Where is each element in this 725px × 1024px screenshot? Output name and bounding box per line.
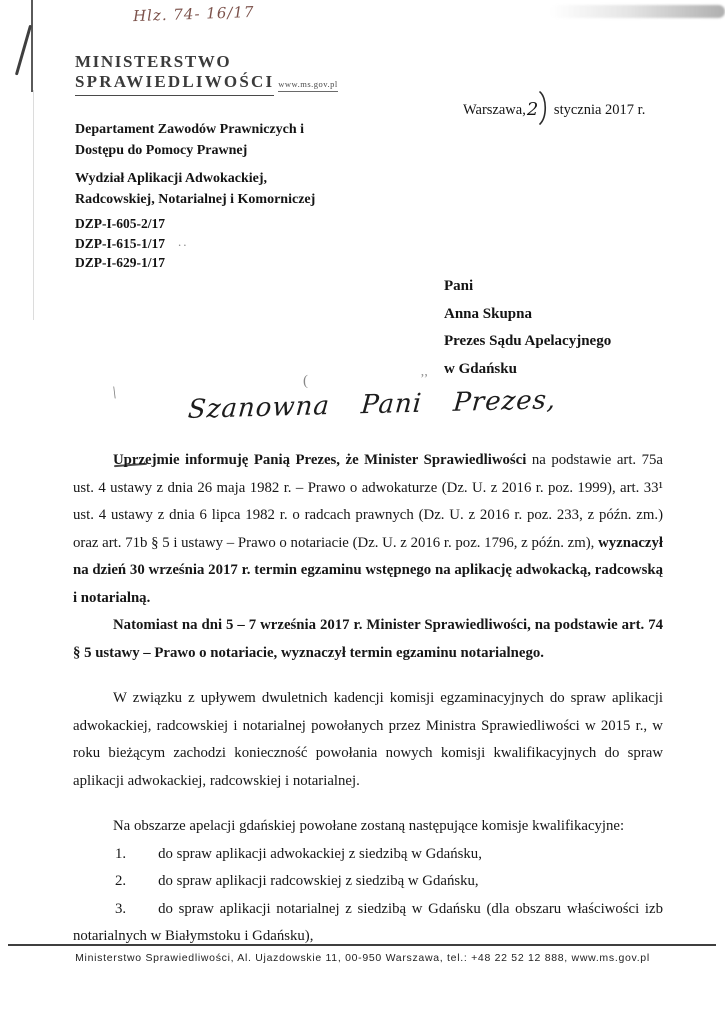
body-segment: na podstawie art. 75a ust. 4 ustawy z dnia 26 maja 1982 r. – Prawo o adwokaturze (Dz. U. z 2016 r. poz. 1999), art. 33¹ ust. 4 ustawy z dnia 6 lipca 1982 r. o radcach prawnych (Dz. U. z 2016 r. poz. 233, z późn. zm.) oraz art. 71b § 5 i ustawy – Prawo o notariacie (Dz. U. z 2016 r. poz. 1796, z późn. zm), [73,452,663,551]
footer-rule [8,944,716,946]
reference-number: DZP-I-615-1/17 [75,235,165,251]
ministry-website: www.ms.gov.pl [278,79,337,92]
footer-contact-line: Ministerstwo Sprawiedliwości, Al. Ujazdowskie 11, 00-950 Warszawa, tel.: +48 22 52 12 888, www.ms.gov.pl [75,952,650,964]
letter-dateline [463,91,645,125]
list-item-text: do spraw aplikacji radcowskiej z siedzibą w Gdańsku, [158,873,479,889]
recipient-salutation: Pani [444,278,474,294]
body-segment-bold: Uprzejmie informuję Panią Prezes, że Minister Sprawiedliwości [113,452,527,468]
scan-edge-line [31,0,33,92]
recipient-block [444,273,611,383]
handwritten-day: 2 [526,99,539,120]
list-item-text: do spraw aplikacji adwokackiej z siedzibą w Gdańsku, [158,845,482,862]
division-name [75,168,315,210]
scan-smudge [550,5,725,18]
body-paragraph: Na obszarze apelacji gdańskiej powołane zostaną następujące komisje kwalifikacyjne: [113,818,625,834]
body-paragraph: Natomiast na dni 5 – 7 września 2017 r. Minister Sprawiedliwości, na podstawie art. 74 § 5 ustawy – Prawo o notariacie, wyznaczył termin egzaminu notarialnego. [73,617,663,661]
list-item-text: do spraw aplikacji notarialnej z siedzibą w Gdańsku (dla obszaru właściwości izb notarialnych w Białymstoku i Gdańsku), [73,900,663,944]
recipient-city: w Gdańsku [444,360,517,377]
recipient-title: Prezes Sądu Apelacyjnego [444,333,612,349]
place-label: Warszawa, [463,102,526,118]
list-item-number: 3. [115,900,127,917]
body-paragraph [73,447,663,612]
scan-artifact: .. [178,234,189,249]
body-paragraph: W związku z upływem dwuletnich kadencji komisji egzaminacyjnych do spraw aplikacji adwokackiej, radcowskiej i notarialnej powołanych przez Ministra Sprawiedliwości w 2015 r., w roku bieżącym zachodzi konieczność powołania nowych komisji kwalifikacyjnych do spraw aplikacji adwokackiej, radcowskiej i notarialnej. [73,690,663,789]
ministry-name-line1: MINISTERSTWO [75,52,232,71]
handwritten-filing-note: Hlz. 74- 16/17 [132,2,255,26]
department-line2: Dostępu do Pomocy Prawnej [75,143,248,158]
list-item [73,896,663,951]
reference-number: DZP-I-605-2/17 [75,216,165,231]
date-text: stycznia 2017 r. [553,102,646,118]
scan-edge-line-faint [33,90,34,320]
division-line1: Wydział Aplikacji Adwokackiej, [75,171,268,186]
list-item [73,841,663,869]
list-item-number: 2. [115,873,127,889]
reference-numbers [75,214,165,273]
reference-number: DZP-I-629-1/17 [75,255,165,270]
department-line1: Departament Zawodów Prawniczych i [75,122,305,137]
department-name [75,119,304,161]
scan-artifact: \ [110,382,119,403]
list-item-number: 1. [115,845,127,862]
scan-artifact: ’’ [420,372,429,387]
ministry-name-line2: SPRAWIEDLIWOŚCI [75,72,274,96]
handwritten-day-stroke [537,91,549,125]
body-segment-bold: wyznaczył na dzień 30 września 2017 r. termin egzaminu wstępnego na aplikację adwokacką, radcowską i notarialną. [73,534,663,606]
division-line2: Radcowskiej, Notarialnej i Komorniczej [75,192,316,207]
handwritten-check-mark [15,25,32,76]
list-item [73,868,663,896]
letter-body [73,447,663,951]
handwritten-greeting: Szanowna Pani Prezes, [186,385,558,425]
ministry-logo [75,52,338,96]
recipient-name: Anna Skupna [444,305,532,322]
scan-artifact: ( [303,373,308,389]
